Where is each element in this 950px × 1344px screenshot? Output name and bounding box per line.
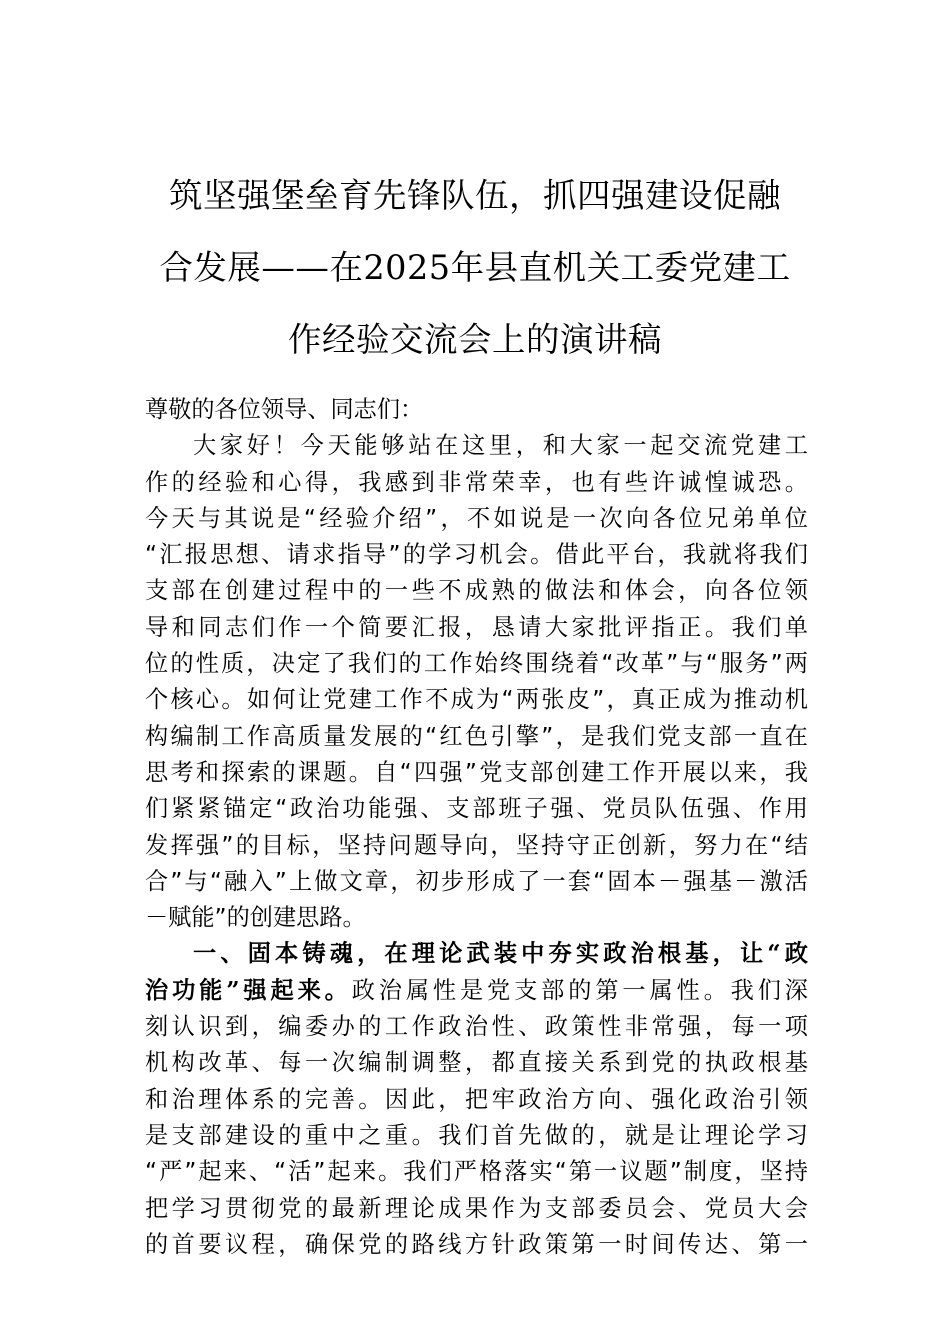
paragraph-line — [145, 973, 808, 1009]
paragraph-line: 导和同志们作一个简要汇报，恳请大家批评指正。我们单 — [145, 613, 808, 641]
paragraph-1 — [145, 428, 808, 936]
paragraph-line: 和治理体系的完善。因此，把牢政治方向、强化政治引领 — [145, 1085, 808, 1113]
paragraph-line: 个核心。如何让党建工作不成为“两张皮”，真正成为推动机 — [145, 686, 808, 714]
paragraph-line: 位的性质，决定了我们的工作始终围绕着“改革”与“服务”两 — [145, 650, 808, 678]
paragraph-line: －赋能”的创建思路。 — [145, 904, 366, 932]
paragraph-line: 刻认识到，编委办的工作政治性、政策性非常强，每一项 — [145, 1013, 808, 1041]
paragraph-line: 把学习贯彻党的最新理论成果作为支部委员会、党员大会 — [145, 1194, 808, 1222]
paragraph-line: 大家好！今天能够站在这里，和大家一起交流党建工 — [193, 432, 808, 460]
salutation-text: 尊敬的各位领导、同志们： — [145, 396, 424, 423]
paragraph-line: 支部在创建过程中的一些不成熟的做法和体会，向各位领 — [145, 577, 808, 605]
title-line: 作经验交流会上的演讲稿 — [288, 320, 662, 359]
section-heading-line: 一、固本铸魂，在理论武装中夯实政治根基，让“政 — [193, 940, 808, 968]
paragraph-line: 作的经验和心得，我感到非常荣幸，也有些许诚惶诚恐。 — [145, 468, 808, 496]
paragraph-line: 发挥强”的目标，坚持问题导向，坚持守正创新，努力在“结 — [145, 831, 808, 859]
paragraph-line: 们紧紧锚定“政治功能强、支部班子强、党员队伍强、作用 — [145, 795, 808, 823]
paragraph-line: 的首要议程，确保党的路线方针政策第一时间传达、第一 — [145, 1230, 808, 1258]
title-line: 合发展——在2025年县直机关工委党建工 — [159, 248, 791, 287]
paragraph-line: 思考和探索的课题。自“四强”党支部创建工作开展以来，我 — [145, 758, 808, 786]
title-line: 筑坚强堡垒育先锋队伍，抓四强建设促融 — [169, 176, 781, 215]
paragraph-line: 合”与“融入”上做文章，初步形成了一套“固本－强基－激活 — [145, 867, 808, 895]
document-body — [145, 392, 808, 1263]
paragraph-line: 构编制工作高质量发展的“红色引擎”，是我们党支部一直在 — [145, 722, 808, 750]
paragraph-line: 机构改革、每一次编制调整，都直接关系到党的执政根基 — [145, 1049, 808, 1077]
paragraph-line: 是支部建设的重中之重。我们首先做的，就是让理论学习 — [145, 1121, 808, 1149]
paragraph-2 — [145, 936, 808, 1263]
paragraph-line: “汇报思想、请求指导”的学习机会。借此平台，我就将我们 — [145, 541, 808, 569]
paragraph-line: “严”起来、“活”起来。我们严格落实“第一议题”制度，坚持 — [145, 1158, 808, 1186]
salutation — [145, 392, 808, 428]
paragraph-text: 政治属性是党支部的第一属性。我们深 — [351, 976, 808, 1004]
section-heading-line: 治功能”强起来。 — [145, 976, 352, 1004]
paragraph-line: 今天与其说是“经验介绍”，不如说是一次向各位兄弟单位 — [145, 504, 808, 532]
document-title — [140, 160, 810, 376]
